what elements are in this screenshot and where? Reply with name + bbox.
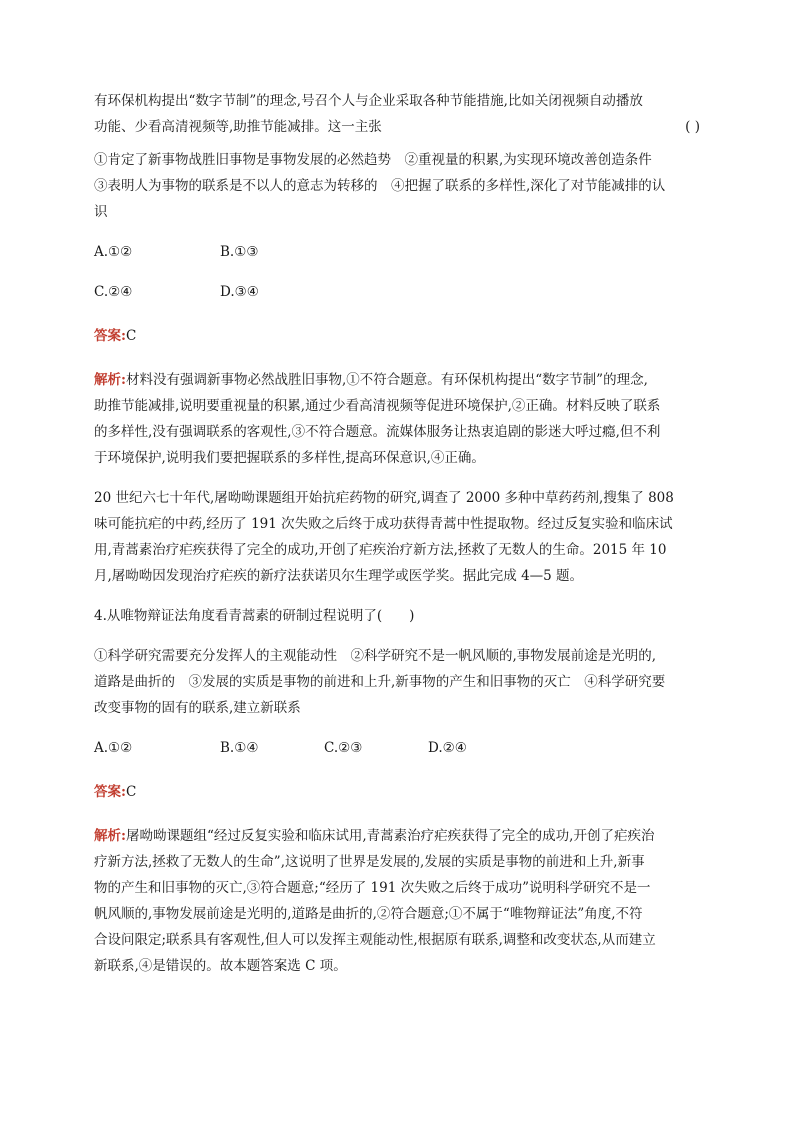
option-row <box>94 239 700 265</box>
question-stem: 有环保机构提出“数字节制”的理念,号召个人与企业采取各种节能措施,比如关闭视频自动播放 <box>94 93 643 109</box>
analysis-line: 的多样性,没有强调联系的客观性,③不符合题意。流媒体服务让热衷追剧的影迷大呼过瘾,但不利 <box>94 424 661 440</box>
option-b: B.①③ <box>220 244 259 260</box>
material-line: 20 世纪六七十年代,屠呦呦课题组开始抗疟药物的研究,调查了 2000 多种中草药药剂,搜集了 808 <box>94 490 674 506</box>
analysis-label: 解析: <box>94 828 126 844</box>
answer <box>94 779 700 805</box>
option-c: C.②④ <box>94 284 133 300</box>
analysis-label: 解析: <box>94 372 126 388</box>
option-d: D.③④ <box>220 284 259 300</box>
question-stem: 功能、少看高清视频等,助推节能减排。这一主张 <box>94 119 382 135</box>
answer-value: C <box>125 328 137 344</box>
analysis-line: 物的产生和旧事物的灭亡,③符合题意;“经历了 191 次失败之后终于成功”说明科学研究不是一 <box>94 880 651 896</box>
option-row <box>94 279 700 305</box>
option-c: C.②③ <box>324 740 363 756</box>
statement-line: ①科学研究需要充分发挥人的主观能动性 ②科学研究不是一帆风顺的,事物发展前途是光明的, <box>94 648 657 664</box>
analysis-line: 新联系,④是错误的。故本题答案选 C 项。 <box>94 958 347 974</box>
answer-value: C <box>125 784 137 800</box>
statement-line: 识 <box>94 204 108 220</box>
question-4-stem: 4.从唯物辩证法角度看青蒿素的研制过程说明了( ) <box>94 608 415 624</box>
material-line: 月,屠呦呦因发现治疗疟疾的新疗法获诺贝尔生理学或医学奖。据此完成 4—5 题。 <box>94 568 584 584</box>
option-b: B.①④ <box>220 740 259 756</box>
statement-line: ①肯定了新事物战胜旧事物是事物发展的必然趋势 ②重视量的积累,为实现环境改善创造条件 <box>94 152 652 168</box>
answer-label: 答案: <box>94 784 126 800</box>
analysis-text: 材料没有强调新事物必然战胜旧事物,①不符合题意。有环保机构提出“数字节制”的理念, <box>125 372 648 388</box>
question-stem-line <box>94 114 700 140</box>
statement-line: ③表明人为事物的联系是不以人的意志为转移的 ④把握了联系的多样性,深化了对节能减排的认 <box>94 178 666 194</box>
analysis-line: 助推节能减排,说明要重视量的积累,通过少看高清视频等促进环境保护,②正确。材料反映了联系 <box>94 398 661 414</box>
material-line: 用,青蒿素治疗疟疾获得了完全的成功,开创了疟疾治疗新方法,拯救了无数人的生命。2015 年 10 <box>94 542 667 558</box>
analysis <box>94 367 700 471</box>
option-a: A.①② <box>94 244 133 260</box>
analysis-line: 合设问限定;联系具有客观性,但人可以发挥主观能动性,根据原有联系,调整和改变状态,从而建立 <box>94 932 656 948</box>
option-a: A.①② <box>94 740 133 756</box>
option-row <box>94 735 700 761</box>
analysis-line: 疗新方法,拯救了无数人的生命”,这说明了世界是发展的,发展的实质是事物的前进和上升,新事 <box>94 854 645 870</box>
material-passage <box>94 485 700 589</box>
analysis-line: 于环境保护,说明我们要把握联系的多样性,提高环保意识,④正确。 <box>94 450 485 466</box>
analysis-text: 屠呦呦课题组“经过反复实验和临床试用,青蒿素治疗疟疾获得了完全的成功,开创了疟疾治 <box>125 828 655 844</box>
analysis <box>94 823 700 979</box>
document-page <box>94 88 700 979</box>
statement-list <box>94 147 700 225</box>
question-3 <box>94 88 700 140</box>
analysis-line <box>94 823 700 849</box>
option-d: D.②④ <box>428 740 467 756</box>
analysis-line <box>94 367 700 393</box>
answer <box>94 323 700 349</box>
analysis-line: 帆风顺的,事物发展前途是光明的,道路是曲折的,②符合题意;①不属于“唯物辩证法”角度,不符 <box>94 906 643 922</box>
answer-blank: ( ) <box>685 119 700 135</box>
statement-line: 改变事物的固有的联系,建立新联系 <box>94 700 301 716</box>
material-line: 味可能抗疟的中药,经历了 191 次失败之后终于成功获得青蒿中性提取物。经过反复实验和临床试 <box>94 516 673 532</box>
statement-list <box>94 643 700 721</box>
answer-label: 答案: <box>94 328 126 344</box>
statement-line: 道路是曲折的 ③发展的实质是事物的前进和上升,新事物的产生和旧事物的灭亡 ④科学研究要 <box>94 674 666 690</box>
